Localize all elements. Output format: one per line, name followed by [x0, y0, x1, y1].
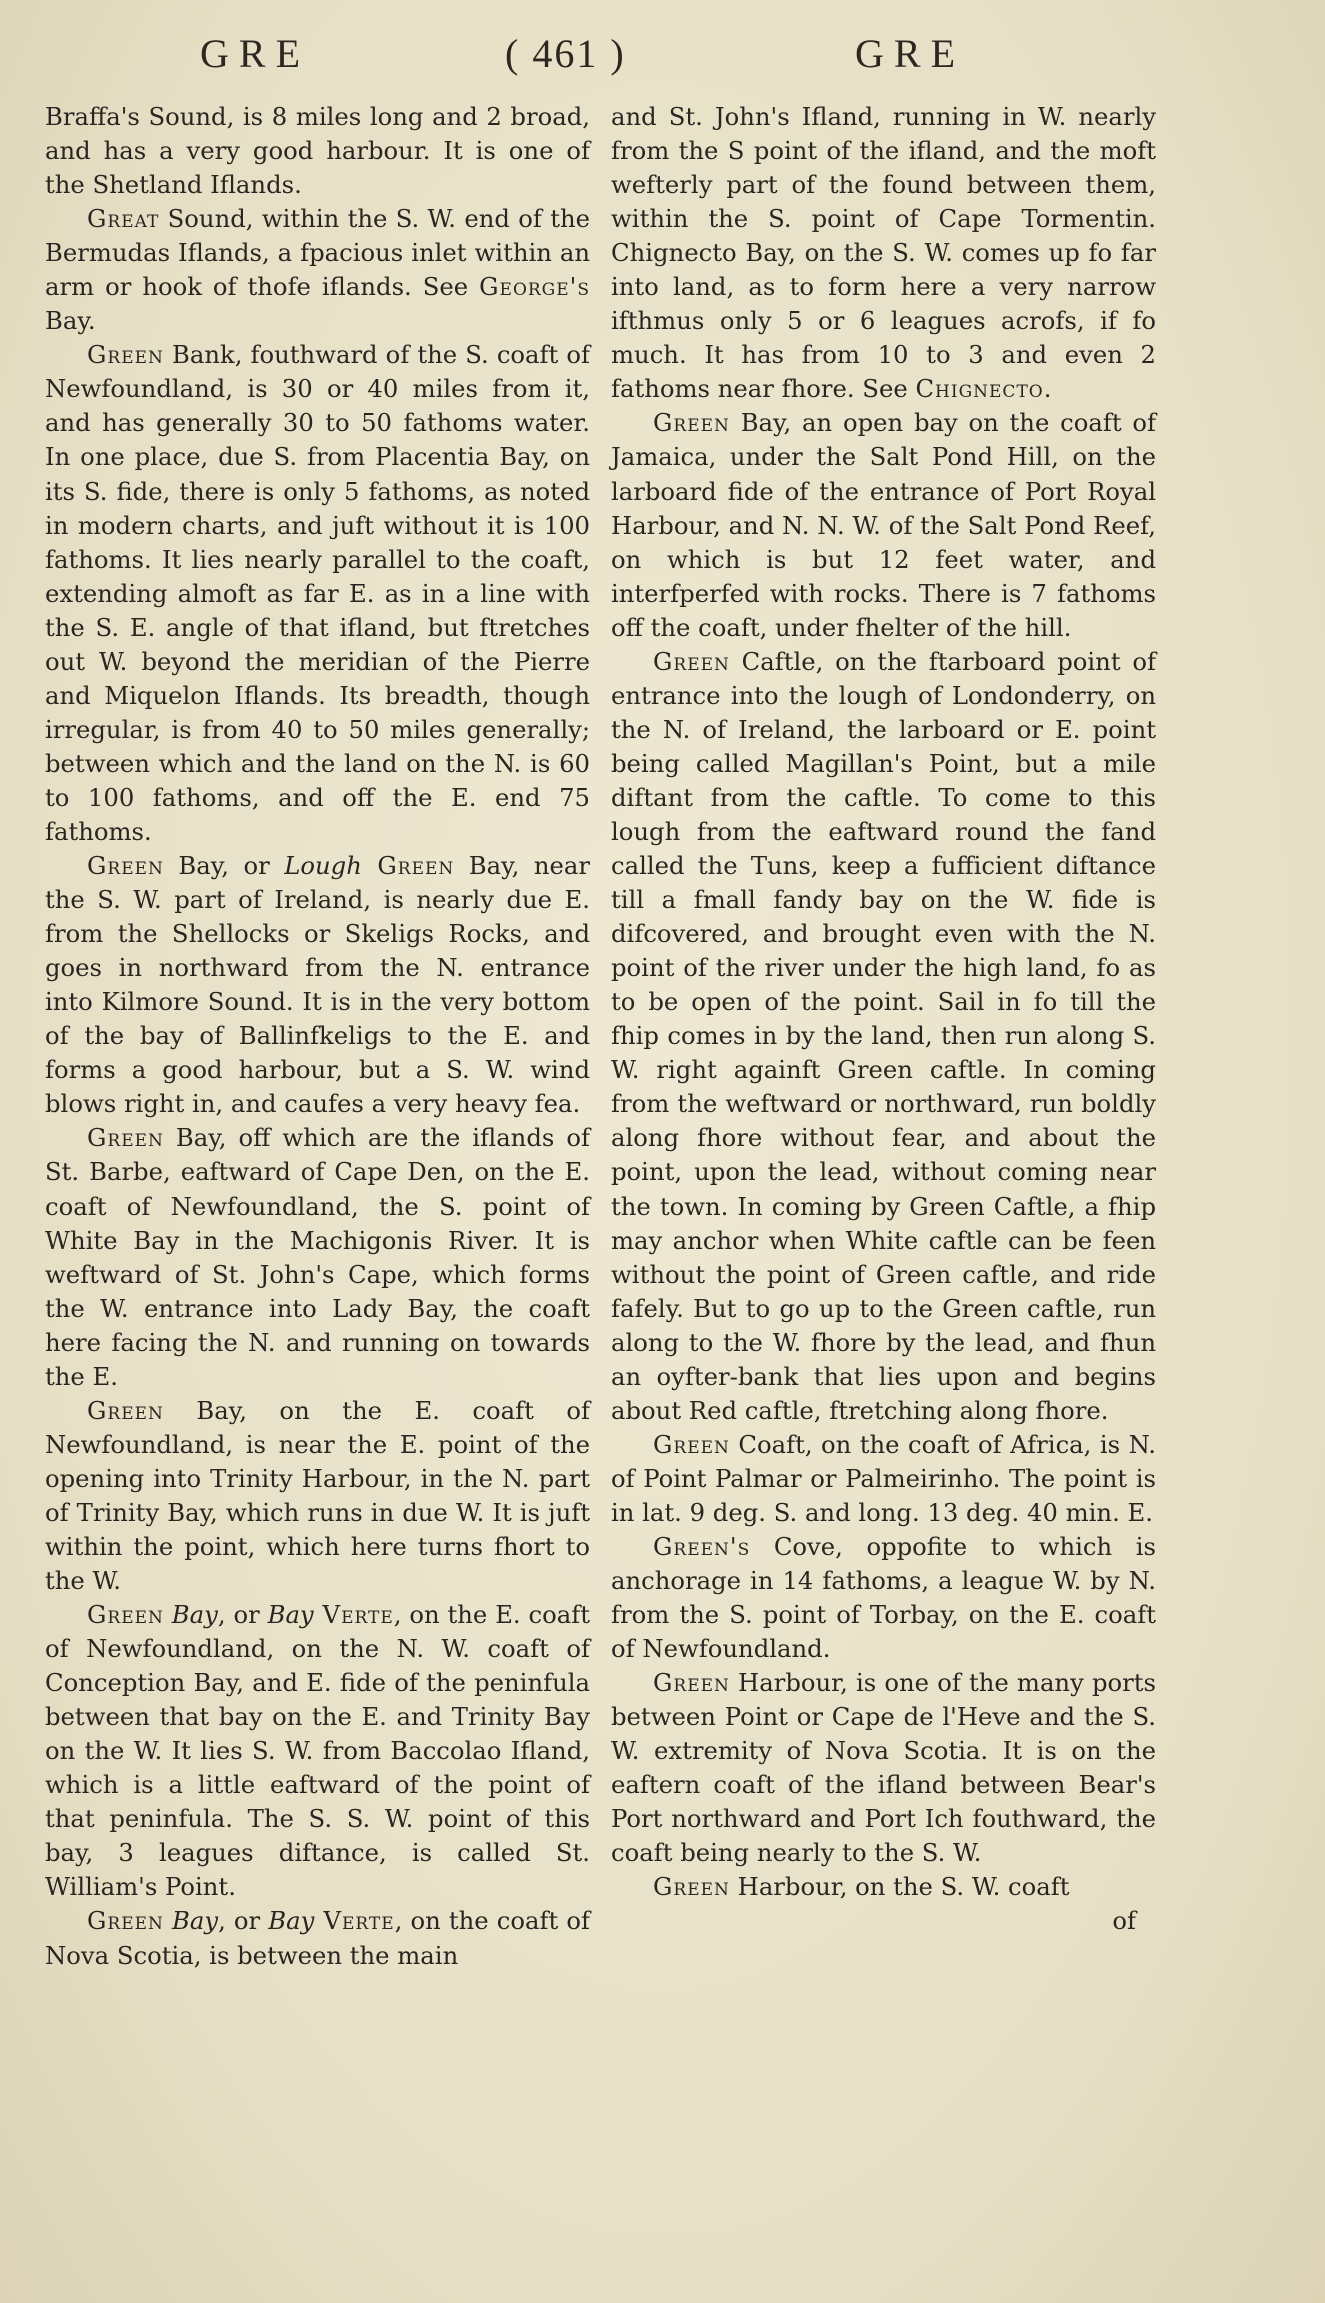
catchword: of	[1112, 1906, 1136, 1936]
entry-greens-cove: Green's Cove, oppofite to which is anchorage in 14 fathoms, a league W. by N. from the S. point of Torbay, on the E. coaft of Newfoundland.	[611, 1531, 1156, 1664]
headword: Green's	[653, 1531, 751, 1561]
headword: Green	[87, 1123, 164, 1153]
headword: Green	[653, 408, 730, 438]
headword: Green	[653, 1668, 730, 1698]
headword: Green	[87, 1600, 164, 1630]
entry-green-harbour-2: Green Harbour, on the S. W. coaft	[653, 1872, 1070, 1902]
left-column	[45, 100, 590, 1973]
entry-green-bay-st-barbe: Green Bay, off which are the iflands of St. Barbe, eaftward of Cape Den, on the E. coaft of Newfoundland, the S. point of White Bay in the Machigonis River. It is weftward of St. John's Cape, which forms the W. entrance into Lady Bay, the coaft here facing the N. and running on towards the E.	[45, 1123, 590, 1391]
headword: Green	[653, 1872, 730, 1902]
entry-green-bay-jamaica: Green Bay, an open bay on the coaft of Jamaica, under the Salt Pond Hill, on the larboard fide of the entrance of Port Royal Harbour, and N. N. W. of the Salt Pond Reef, on which is but 12 feet water, and interfperfed with rocks. There is 7 fathoms off the coaft, under fhelter of the hill.	[611, 408, 1156, 642]
entry-great-sound: Great Sound, within the S. W. end of the Bermudas Iflands, a fpacious inlet within an arm or hook of thofe iflands. See George's Bay.	[45, 204, 590, 336]
headword: Great	[87, 204, 160, 234]
headword: Green	[87, 1906, 164, 1936]
entry-braffas-sound: Braffa's Sound, is 8 miles long and 2 broad, and has a very good harbour. It is one of the Shetland Iflands.	[45, 102, 590, 200]
entry-continuation: and St. John's Ifland, running in W. nearly from the S point of the ifland, and the moft wefterly part of the found between them, within the S. point of Cape Tormentin. Chignecto Bay, on the S. W. comes up fo far into land, as to form here a very narrow ifthmus only 5 or 6 leagues acrofs, if fo much. It has from 10 to 3 and even 2 fathoms near fhore. See Chignecto.	[611, 102, 1156, 404]
cross-reference: Chignecto	[915, 374, 1044, 404]
headword: Green	[87, 851, 164, 881]
entry-green-bay-ireland: Green Bay, or Lough Green Bay, near the S. W. part of Ireland, is nearly due E. from the Shellocks or Skeligs Rocks, and goes in northward from the N. entrance into Kilmore Sound. It is in the very bottom of the bay of Ballinfkeligs to the E. and forms a good harbour, but a S. W. wind blows right in, and caufes a very heavy fea.	[45, 851, 590, 1119]
headword: Green	[653, 1429, 730, 1459]
headword: Green	[87, 1395, 164, 1425]
running-header	[0, 30, 1325, 90]
page-number: ( 461 )	[505, 31, 626, 76]
entry-green-castle: Green Caftle, on the ftarboard point of entrance into the lough of Londonderry, on the N. of Ireland, the larboard or E. point being called Magillan's Point, but a mile diftant from the caftle. To come to this lough from the eaftward round the fand called the Tuns, keep a fufficient diftance till a fmall fandy bay on the W. fide is difcovered, and brought even with the N. point of the river under the high land, fo as to be open of the point. Sail in fo till the fhip comes in by the land, then run along S. W. right againft Green caftle. In coming from the weftward or northward, run boldly along fhore without fear, and about the point, upon the lead, without coming near the town. In coming by Green Caftle, a fhip may anchor when White caftle can be feen without the point of Green caftle, and ride fafely. But to go up to the Green caftle, run along to the W. fhore by the lead, and fhun an oyfter-bank that lies upon and begins about Red caftle, ftretching along fhore.	[611, 646, 1156, 1425]
right-column	[611, 100, 1156, 1939]
entry-green-bank: Green Bank, fouthward of the S. coaft of Newfoundland, is 30 or 40 miles from it, and has generally 30 to 50 fathoms water. In one place, due S. from Placentia Bay, on its S. fide, there is only 5 fathoms, as noted in modern charts, and juft without it is 100 fathoms. It lies nearly parallel to the coaft, extending almoft as far E. as in a line with the S. E. angle of that ifland, but ftretches out W. beyond the meridian of the Pierre and Miquelon Iflands. Its breadth, though irregular, is from 40 to 50 miles generally; between which and the land on the N. is 60 to 100 fathoms, and off the E. end 75 fathoms.	[45, 340, 590, 846]
entry-green-bay-trinity: Green Bay, on the E. coaft of Newfoundland, is near the E. point of the opening into Trinity Harbour, in the N. part of Trinity Bay, which runs in due W. It is juft within the point, which here turns fhort to the W.	[45, 1395, 590, 1596]
header-left-word: GRE	[200, 31, 310, 76]
entry-green-bay-conception: Green Bay, or Bay Verte, on the E. coaft of Newfoundland, on the N. W. coaft of Conception Bay, and E. fide of the peninfula between that bay on the E. and Trinity Bay on the W. It lies S. W. from Baccolao Ifland, which is a little eaftward of the point of that peninfula. The S. S. W. point of this bay, 3 leagues diftance, is called St. William's Point.	[45, 1600, 591, 1902]
header-right-word: GRE	[855, 31, 965, 76]
headword: Green	[653, 646, 730, 676]
headword: Green	[87, 340, 164, 370]
cross-reference: George's	[479, 272, 590, 302]
entry-green-harbour-1: Green Harbour, is one of the many ports between Point or Cape de l'Heve and the S. W. extremity of Nova Scotia. It is on the eaftern coaft of the ifland between Bear's Port northward and Port Ich fouthward, the coaft being nearly to the S. W.	[611, 1668, 1156, 1868]
entry-green-coast: Green Coaft, on the coaft of Africa, is N. of Point Palmar or Palmeirinho. The point is in lat. 9 deg. S. and long. 13 deg. 40 min. E.	[611, 1429, 1156, 1527]
entry-green-bay-nova-scotia: Green Bay, or Bay Verte, on the coaft of Nova Scotia, is between the main	[45, 1906, 590, 1970]
